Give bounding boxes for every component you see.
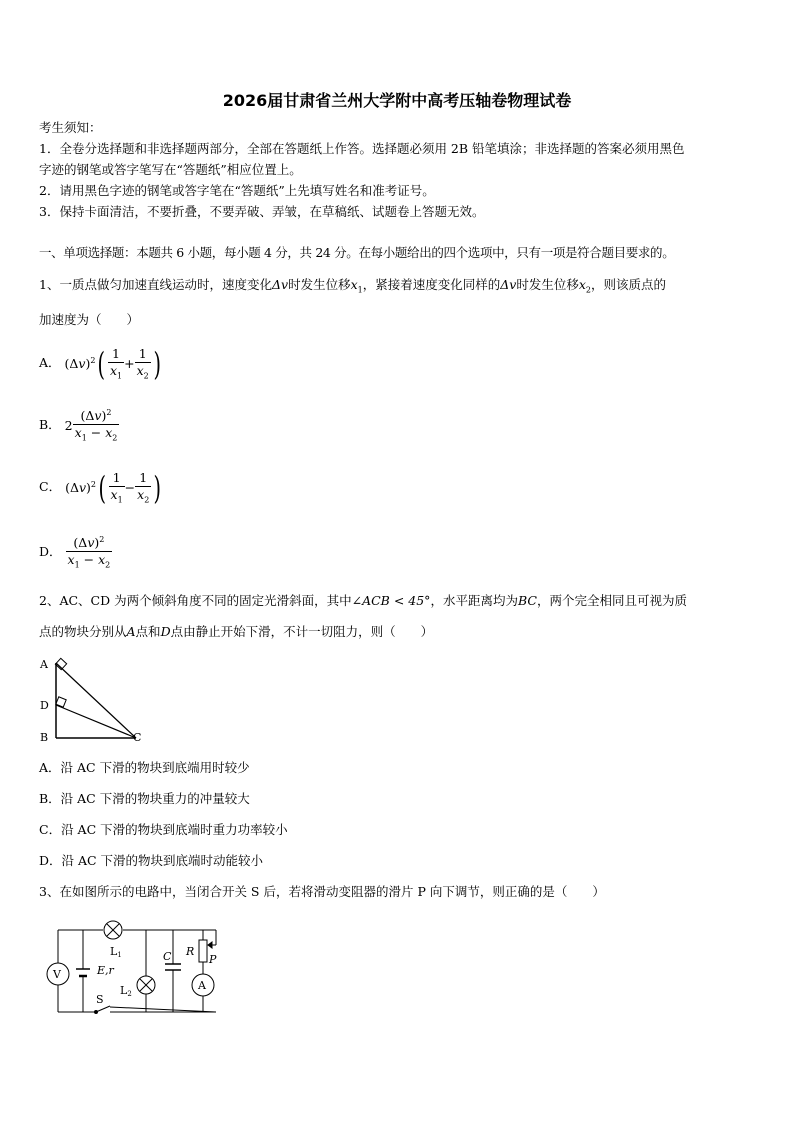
question-2-stem: 2、AC、CD 为两个倾斜角度不同的固定光滑斜面，其中∠ACB < 45°，水平距离均为BC，两个完全相同且可视为质 — [39, 593, 687, 608]
incline-figure — [36, 655, 146, 745]
circuit-label-l2: L2 — [120, 984, 132, 998]
notice-item-1-line-1: 1．全卷分选择题和非选择题两部分，全部在答题纸上作答。选择题必须用 2B 铅笔填涂；非选择题的答案必须用黑色 — [39, 141, 685, 156]
q2-option-d[interactable]: D．沿 AC 下滑的物块到底端时动能较小 — [39, 853, 264, 868]
question-1-stem-line-2: 加速度为（ ） — [39, 312, 140, 327]
q1-option-d[interactable]: D． $\frac{(\Delta v)^2}{x_1 - x_2}$ — [39, 535, 111, 570]
circuit-label-l1: L1 — [110, 945, 122, 959]
q2-option-c[interactable]: C．沿 AC 下滑的物块到底端时重力功率较小 — [39, 822, 288, 837]
question-1-stem: 1、一质点做匀加速直线运动时，速度变化Δv时发生位移$x_1$，紧接着速度变化同样的Δv时发生位移$x_2$，则该质点的 — [39, 277, 667, 295]
notice-heading: 考生须知： — [39, 120, 102, 135]
question-3-stem: 3、在如图所示的电路中，当闭合开关 S 后，若将滑动变阻器的滑片 P 向下调节，则正确的是（ ） — [39, 884, 605, 899]
circuit-label-s: S — [96, 993, 104, 1006]
circuit-figure — [38, 915, 223, 1020]
notice-item-2: 2．请用黑色字迹的钢笔或答字笔在“答题纸”上先填写姓名和准考证号。 — [39, 183, 435, 198]
page-title: 2026届甘肃省兰州大学附中高考压轴卷物理试卷 — [222, 91, 572, 110]
notice-item-3: 3．保持卡面清洁，不要折叠，不要弄破、弄皱，在草稿纸、试题卷上答题无效。 — [39, 204, 485, 219]
q2-option-a[interactable]: A．沿 AC 下滑的物块到底端用时较少 — [39, 760, 250, 775]
circuit-label-e: E,r — [97, 964, 114, 977]
q1-option-c[interactable]: C． $(\Delta v)^2$( $\frac{1}{x_1}$ − $\frac{1}{x_2}$ ) — [39, 468, 162, 507]
question-2-stem-line-2: 点的物块分别从A点和D点由静止开始下滑，不计一切阻力，则（ ） — [39, 624, 434, 639]
figure-label-b: B — [40, 731, 49, 744]
circuit-label-v: V — [53, 968, 61, 981]
q1-option-b[interactable]: B． 2 $\frac{(\Delta v)^2}{x_1 - x_2}$ — [39, 408, 118, 443]
circuit-label-p: P — [209, 953, 217, 966]
figure-label-a: A — [40, 658, 48, 671]
q2-option-b[interactable]: B．沿 AC 下滑的物块重力的冲量较大 — [39, 791, 250, 806]
circuit-label-r: R — [186, 945, 195, 958]
circuit-label-a: A — [198, 979, 206, 992]
notice-item-1-line-2: 字迹的钢笔或答字笔写在“答题纸”相应位置上。 — [39, 162, 302, 177]
figure-label-c: C — [133, 731, 142, 744]
figure-label-d: D — [40, 699, 49, 712]
q1-option-a[interactable]: A． $(\Delta v)^2$( $\frac{1}{x_1}$ + $\frac{1}{x_2}$ ) — [39, 344, 161, 383]
section-heading: 一、单项选择题：本题共 6 小题，每小题 4 分，共 24 分。在每小题给出的四个选项中，只有一项是符合题目要求的。 — [39, 245, 675, 260]
circuit-label-c: C — [163, 950, 172, 963]
